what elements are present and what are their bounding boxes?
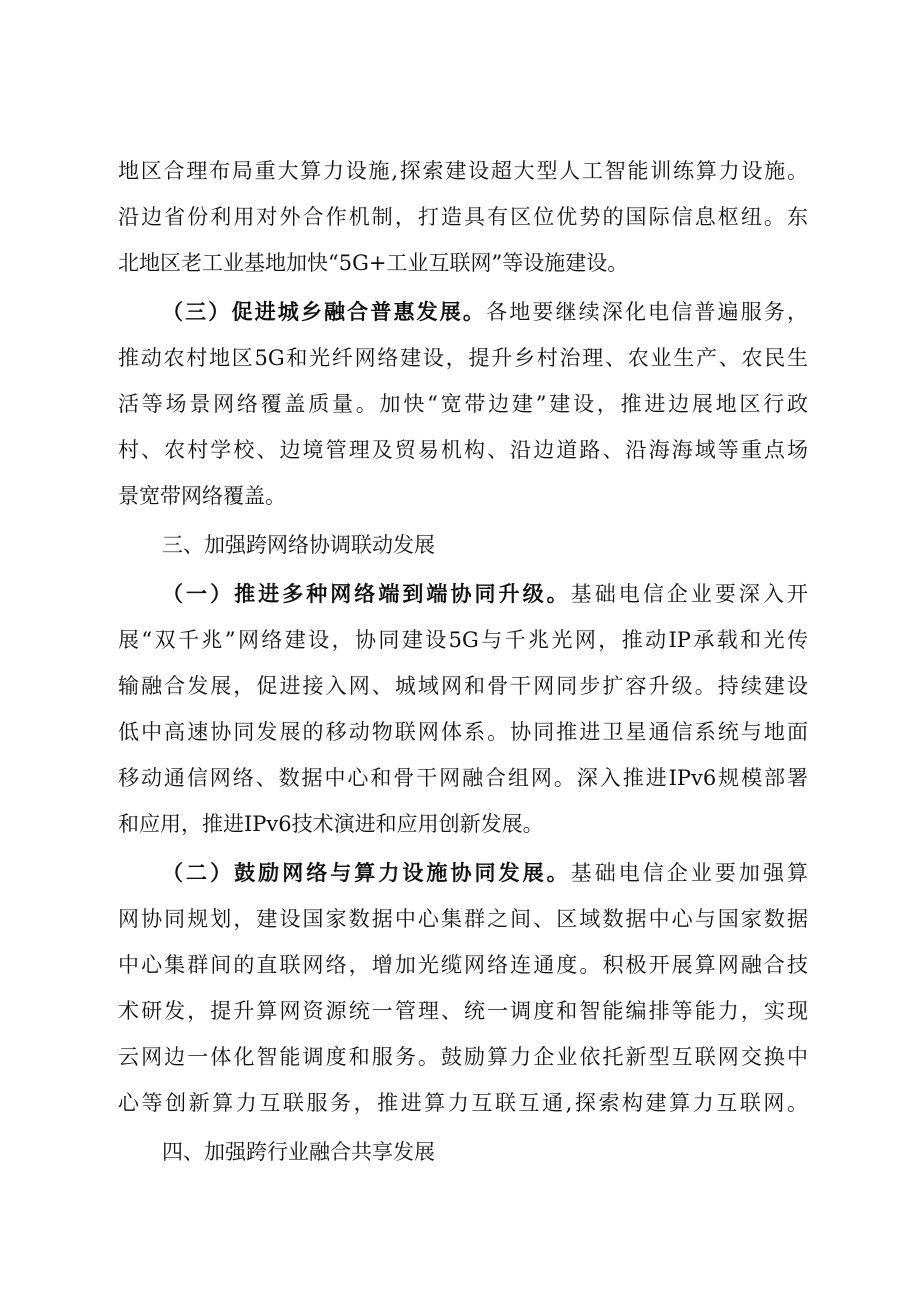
paragraph-line: 地区合理布局重大算力设施,探索建设超大型人工智能训练算力设施。 bbox=[118, 159, 808, 183]
paragraph-line: 云网边一体化智能调度和服务。鼓励算力企业依托新型互联网交换中 bbox=[118, 1045, 808, 1069]
paragraph-line: 北地区老工业基地加快“5G+工业互联网”等设施建设。 bbox=[118, 251, 629, 275]
section-text: 各地要继续深化电信普遍服务， bbox=[486, 300, 808, 324]
section-heading: 三、加强跨网络协调联动发展 bbox=[162, 533, 435, 557]
paragraph-line: 村、农村学校、边境管理及贸易机构、沿边道路、沿海海域等重点场 bbox=[118, 438, 808, 462]
paragraph-line: 沿边省份利用对外合作机制，打造具有区位优势的国际信息枢纽。东 bbox=[118, 205, 808, 229]
paragraph-line: 活等场景网络覆盖质量。加快“宽带边建”建设，推进边展地区行政 bbox=[118, 392, 808, 416]
paragraph-line bbox=[118, 850, 808, 896]
paragraph-line bbox=[118, 289, 808, 335]
paragraph-line: 术研发，提升算网资源统一管理、统一调度和智能编排等能力，实现 bbox=[118, 999, 808, 1023]
paragraph-line: 移动通信网络、数据中心和骨干网融合组网。深入推进IPv6规模部署 bbox=[118, 766, 808, 790]
paragraph-line: 展“双千兆”网络建设，协同建设5G与千兆光网，推动IP承载和光传 bbox=[118, 628, 808, 652]
paragraph-line: 和应用，推进IPv6技术演进和应用创新发展。 bbox=[118, 812, 544, 836]
paragraph-line: 中心集群间的直联网络，增加光缆网络连通度。积极开展算网融合技 bbox=[118, 953, 808, 977]
paragraph-line: 网协同规划，建设国家数据中心集群之间、区域数据中心与国家数据 bbox=[118, 907, 808, 931]
section-text: 基础电信企业要加强算 bbox=[570, 861, 808, 885]
section-heading: 四、加强跨行业融合共享发展 bbox=[162, 1140, 435, 1164]
paragraph-line bbox=[118, 571, 808, 617]
document-body bbox=[118, 148, 808, 1175]
paragraph-line: 心等创新算力互联服务，推进算力互联互通,探索构建算力互联网。 bbox=[118, 1091, 808, 1115]
section-text: 基础电信企业要深入开 bbox=[570, 582, 808, 606]
paragraph-line: 推动农村地区5G和光纤网络建设，提升乡村治理、农业生产、农民生 bbox=[118, 346, 808, 370]
paragraph-line: 输融合发展，促进接入网、城域网和骨干网同步扩容升级。持续建设 bbox=[118, 674, 808, 698]
section-title: （二）鼓励网络与算力设施协同发展。 bbox=[162, 860, 571, 885]
paragraph-line: 低中高速协同发展的移动物联网体系。协同推进卫星通信系统与地面 bbox=[118, 720, 808, 744]
section-title: （一）推进多种网络端到端协同升级。 bbox=[162, 581, 571, 606]
section-title: （三）促进城乡融合普惠发展。 bbox=[162, 299, 487, 324]
paragraph-line: 景宽带网络覆盖。 bbox=[118, 484, 286, 508]
